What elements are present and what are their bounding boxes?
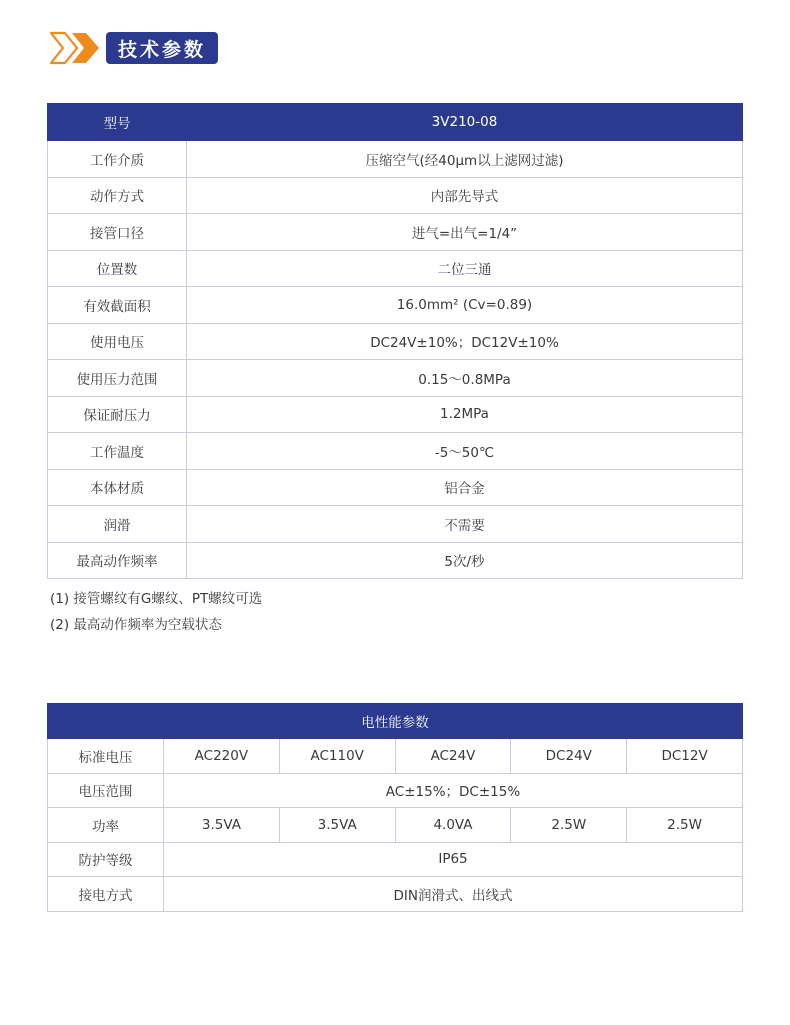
table-row <box>48 250 743 287</box>
electrical-title: 电性能参数 <box>48 704 743 739</box>
row-label: 使用压力范围 <box>48 360 187 397</box>
row-value: 不需要 <box>187 506 743 543</box>
row-value: DC24V±10%；DC12V±10% <box>187 323 743 360</box>
table-row <box>48 506 743 543</box>
row-value: -5～50℃ <box>187 433 743 470</box>
table-row <box>48 773 743 808</box>
power-cell: 3.5VA <box>279 808 395 843</box>
model-label: 型号 <box>48 104 187 141</box>
row-value: 内部先导式 <box>187 177 743 214</box>
protection-label: 防护等级 <box>48 842 164 877</box>
table-row <box>48 877 743 912</box>
row-label: 动作方式 <box>48 177 187 214</box>
row-label: 保证耐压力 <box>48 396 187 433</box>
voltage-cell: DC24V <box>511 739 627 774</box>
voltage-label: 标准电压 <box>48 739 164 774</box>
row-label: 润滑 <box>48 506 187 543</box>
footnote: (1) 接管螺纹有G螺纹、PT螺纹可选 <box>50 591 263 607</box>
row-label: 本体材质 <box>48 469 187 506</box>
table-row <box>48 739 743 774</box>
footnote: (2) 最高动作频率为空载状态 <box>50 617 222 633</box>
row-label: 位置数 <box>48 250 187 287</box>
connection-label: 接电方式 <box>48 877 164 912</box>
row-label: 工作温度 <box>48 433 187 470</box>
table-row <box>48 842 743 877</box>
voltage-cell: DC12V <box>627 739 743 774</box>
section-header <box>48 31 218 65</box>
row-value: 16.0mm² (Cv=0.89) <box>187 287 743 324</box>
connection-value: DIN润滑式、出线式 <box>164 877 743 912</box>
row-value: 压缩空气(经40μm以上滤网过滤) <box>187 141 743 178</box>
table-row <box>48 433 743 470</box>
row-value: 铝合金 <box>187 469 743 506</box>
table-row <box>48 396 743 433</box>
row-value: 5次/秒 <box>187 542 743 579</box>
table-row <box>48 141 743 178</box>
table-row <box>48 542 743 579</box>
table-row <box>48 360 743 397</box>
table-row <box>48 287 743 324</box>
row-label: 工作介质 <box>48 141 187 178</box>
power-label: 功率 <box>48 808 164 843</box>
table-row <box>48 469 743 506</box>
range-value: AC±15%；DC±15% <box>164 773 743 808</box>
row-label: 使用电压 <box>48 323 187 360</box>
protection-value: IP65 <box>164 842 743 877</box>
table-row <box>48 177 743 214</box>
double-chevron-icon <box>48 31 104 65</box>
row-value: 二位三通 <box>187 250 743 287</box>
range-label: 电压范围 <box>48 773 164 808</box>
power-cell: 4.0VA <box>395 808 511 843</box>
table-row <box>48 214 743 251</box>
spec-table-header <box>48 104 743 141</box>
footnotes <box>50 586 262 638</box>
section-title: 技术参数 <box>106 32 218 64</box>
row-label: 有效截面积 <box>48 287 187 324</box>
table-row <box>48 323 743 360</box>
electrical-table-header <box>48 704 743 739</box>
row-value: 1.2MPa <box>187 396 743 433</box>
model-value: 3V210-08 <box>187 104 743 141</box>
electrical-table <box>47 703 743 912</box>
row-value: 进气=出气=1/4” <box>187 214 743 251</box>
voltage-cell: AC24V <box>395 739 511 774</box>
row-value: 0.15～0.8MPa <box>187 360 743 397</box>
power-cell: 2.5W <box>511 808 627 843</box>
power-cell: 3.5VA <box>164 808 280 843</box>
power-cell: 2.5W <box>627 808 743 843</box>
table-row <box>48 808 743 843</box>
spec-table <box>47 103 743 579</box>
voltage-cell: AC220V <box>164 739 280 774</box>
row-label: 接管口径 <box>48 214 187 251</box>
row-label: 最高动作频率 <box>48 542 187 579</box>
voltage-cell: AC110V <box>279 739 395 774</box>
